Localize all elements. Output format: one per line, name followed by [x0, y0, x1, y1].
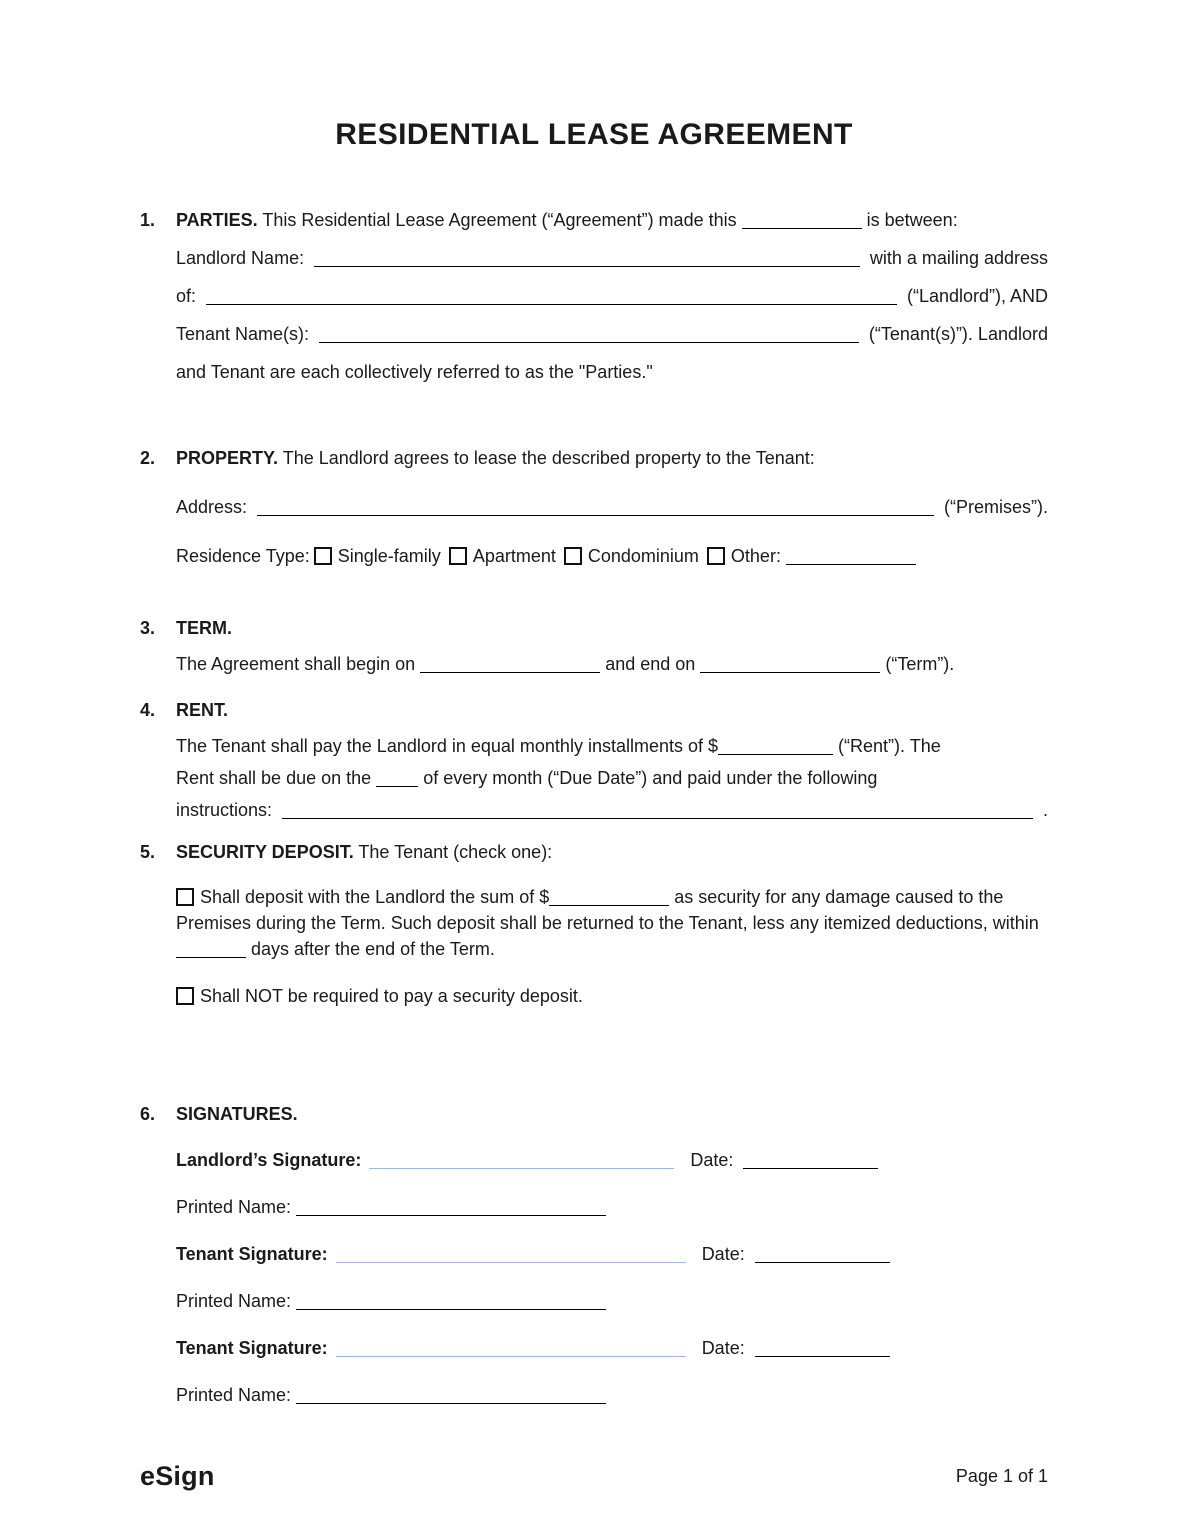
rent-text-3b: .: [1042, 800, 1048, 820]
security-heading: SECURITY DEPOSIT.: [176, 842, 354, 862]
tenant2-printed-name-row: [176, 1383, 1048, 1407]
security-option-2: [176, 984, 1048, 1008]
landlord-signature-label: Landlord’s Signature:: [176, 1150, 362, 1170]
parties-intro-text: This Residential Lease Agreement (“Agreement”) made this: [262, 210, 737, 230]
tenant1-printed-name-row: [176, 1289, 1048, 1313]
section-number: 5.: [140, 842, 156, 862]
section-signatures: [140, 1102, 1048, 1430]
tenant1-signature-field[interactable]: [336, 1258, 686, 1263]
tenant1-signature-row: [176, 1242, 1048, 1266]
rent-line-1: [176, 730, 1048, 762]
agreement-date-field[interactable]: [742, 224, 862, 229]
tenant-names-line: [176, 322, 1048, 346]
tenant2-printed-name-label: Printed Name:: [176, 1385, 292, 1405]
landlord-address-field[interactable]: [206, 300, 897, 305]
document-title: RESIDENTIAL LEASE AGREEMENT: [335, 118, 853, 151]
tenant1-signature-date-field[interactable]: [755, 1258, 890, 1263]
section-number: 6.: [140, 1104, 156, 1124]
rent-text-1a: The Tenant shall pay the Landlord in equal monthly installments of $: [176, 736, 719, 756]
landlord-printed-name-label: Printed Name:: [176, 1197, 292, 1217]
signatures-heading-line: [176, 1102, 1048, 1126]
rent-line-2: [176, 762, 1048, 794]
term-heading: TERM.: [176, 618, 232, 638]
tenant1-printed-name-label: Printed Name:: [176, 1291, 292, 1311]
checkbox-apartment[interactable]: [449, 547, 467, 565]
property-intro-text: The Landlord agrees to lease the described property to the Tenant:: [282, 448, 815, 468]
rent-text-1b: (“Rent”). The: [838, 736, 941, 756]
rent-line-3: [176, 794, 1048, 826]
deposit-return-days-field[interactable]: [176, 953, 246, 958]
landlord-printed-name-field[interactable]: [296, 1211, 606, 1216]
other-residence-field[interactable]: [786, 560, 916, 565]
parties-heading: PARTIES.: [176, 210, 258, 230]
option-single-family-label: Single-family: [337, 546, 441, 566]
parties-intro-text-2: is between:: [866, 210, 958, 230]
property-heading: PROPERTY.: [176, 448, 279, 468]
tenant2-signature-field[interactable]: [336, 1352, 686, 1357]
option-other-label: Other:: [730, 546, 781, 566]
parties-intro-line: [176, 208, 1048, 232]
landlord-printed-name-row: [176, 1195, 1048, 1219]
esign-logo: eSign: [140, 1461, 215, 1491]
payment-instructions-field[interactable]: [282, 814, 1033, 819]
section-term: [140, 616, 1048, 676]
option-condominium-label: Condominium: [587, 546, 699, 566]
option-apartment-label: Apartment: [472, 546, 556, 566]
security-heading-line: [176, 840, 1048, 864]
security-deposit-amount-field[interactable]: [549, 901, 669, 906]
section-property: [140, 446, 1048, 568]
landlord-address-line: [176, 284, 1048, 308]
rent-instructions-label: instructions:: [176, 800, 273, 820]
page-number-label: Page 1 of 1: [955, 1466, 1048, 1486]
section-parties: [140, 208, 1048, 398]
security-option-1-text-c: days after the end of the Term.: [251, 939, 495, 959]
property-address-field[interactable]: [257, 511, 934, 516]
security-option-1-text-b: as security for any damage caused to the Premises during the Term. Such deposit shall be returned to the Tenant, less any itemized deductions, within: [176, 887, 1039, 933]
landlord-name-label: Landlord Name:: [176, 248, 305, 268]
security-option-1: [176, 884, 1048, 962]
checkbox-other[interactable]: [707, 547, 725, 565]
section-rent: [140, 698, 1048, 826]
term-text-1: The Agreement shall begin on: [176, 654, 416, 674]
checkbox-no-security-deposit[interactable]: [176, 987, 194, 1005]
checkbox-single-family[interactable]: [314, 547, 332, 565]
landlord-address-label: of:: [176, 286, 197, 306]
tenant-names-label: Tenant Name(s):: [176, 324, 310, 344]
landlord-signature-date-field[interactable]: [743, 1164, 878, 1169]
tenant-names-suffix: (“Tenant(s)”). Landlord: [868, 324, 1048, 344]
tenant1-printed-name-field[interactable]: [296, 1305, 606, 1310]
tenant-names-field[interactable]: [319, 338, 859, 343]
security-intro-text: The Tenant (check one):: [358, 842, 553, 862]
landlord-name-field[interactable]: [314, 262, 860, 267]
rent-text-2b: of every month (“Due Date”) and paid under the following: [423, 768, 878, 788]
checkbox-condominium[interactable]: [564, 547, 582, 565]
landlord-address-suffix: (“Landlord”), AND: [906, 286, 1048, 306]
page-footer: [140, 1461, 1048, 1492]
rent-heading-line: [176, 698, 1048, 722]
signatures-heading: SIGNATURES.: [176, 1104, 298, 1124]
rent-text-2a: Rent shall be due on the: [176, 768, 372, 788]
rent-due-day-field[interactable]: [376, 782, 418, 787]
residence-type-line: [176, 544, 1048, 568]
parties-closing-line: and Tenant are each collectively referred to as the "Parties.": [176, 362, 653, 382]
term-heading-line: [176, 616, 1048, 640]
term-text-line: [176, 652, 1048, 676]
tenant1-date-label: Date:: [701, 1244, 745, 1264]
tenant2-printed-name-field[interactable]: [296, 1399, 606, 1404]
checkbox-security-deposit-required[interactable]: [176, 888, 194, 906]
term-text-3: (“Term”).: [885, 654, 955, 674]
section-number: 3.: [140, 618, 156, 638]
property-address-suffix: (“Premises”).: [944, 497, 1048, 517]
landlord-name-suffix: with a mailing address: [869, 248, 1048, 268]
landlord-signature-row: [176, 1148, 1048, 1172]
property-address-label: Address:: [176, 497, 248, 517]
landlord-date-label: Date:: [690, 1150, 734, 1170]
tenant1-signature-label: Tenant Signature:: [176, 1244, 328, 1264]
section-security-deposit: [140, 840, 1048, 1008]
residence-type-label: Residence Type:: [176, 546, 310, 566]
rent-amount-field[interactable]: [718, 750, 833, 755]
section-number: 2.: [140, 448, 156, 468]
security-option-2-text: Shall NOT be required to pay a security deposit.: [200, 986, 583, 1006]
term-end-date-field[interactable]: [700, 668, 880, 673]
section-number: 1.: [140, 210, 156, 230]
section-number: 4.: [140, 700, 156, 720]
tenant2-signature-label: Tenant Signature:: [176, 1338, 328, 1358]
rent-heading: RENT.: [176, 700, 229, 720]
landlord-signature-field[interactable]: [369, 1164, 674, 1169]
term-text-2: and end on: [605, 654, 696, 674]
landlord-name-line: [176, 246, 1048, 270]
property-heading-line: [176, 446, 1048, 470]
property-address-line: [176, 495, 1048, 519]
tenant2-date-label: Date:: [701, 1338, 745, 1358]
security-option-1-text-a: Shall deposit with the Landlord the sum of $: [200, 887, 550, 907]
term-start-date-field[interactable]: [420, 668, 600, 673]
tenant2-signature-date-field[interactable]: [755, 1352, 890, 1357]
tenant2-signature-row: [176, 1336, 1048, 1360]
